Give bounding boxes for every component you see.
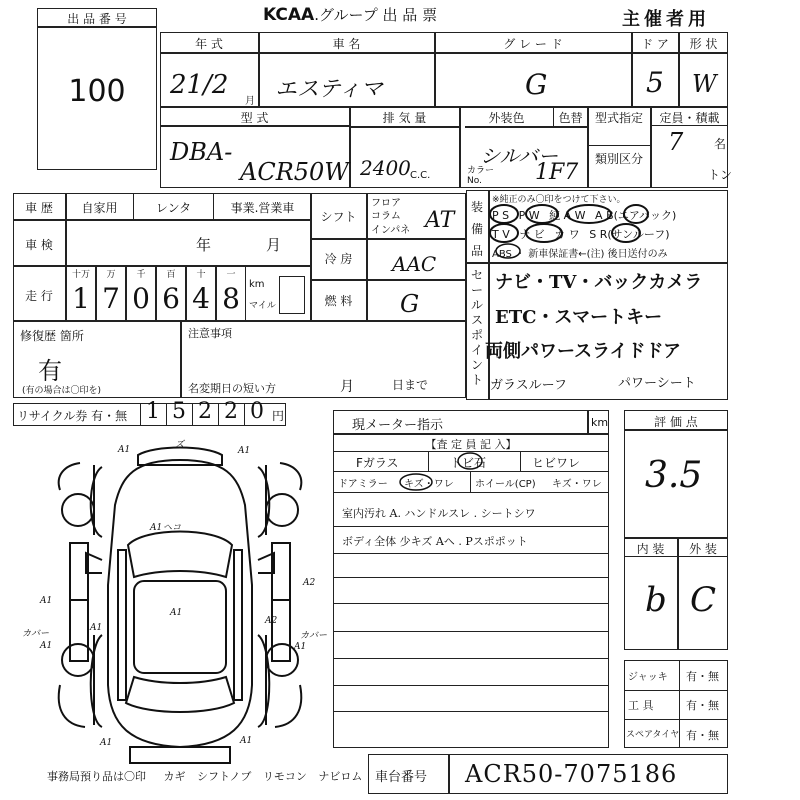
shift-option-column[interactable]: コラム <box>371 211 401 222</box>
sales-line-1: ナビ・TV・バックカメラ <box>495 272 703 293</box>
office-text: 事務局預り品は〇印 <box>47 770 146 783</box>
grade-label: グ レ ー ド <box>503 37 563 51</box>
mark-a1-front-right: A1 <box>238 446 251 456</box>
mark-a1-rear-right: A1 <box>240 736 253 746</box>
doors-label: ド ア <box>641 37 669 51</box>
body-label: 形 状 <box>689 37 718 51</box>
exterior-grade: C <box>690 580 717 620</box>
mileage-place-label: 十 <box>196 270 206 280</box>
sales-line-5: パワーシート <box>618 376 696 391</box>
mileage-place-label: 万 <box>106 270 116 280</box>
mark-a1-front: A1 <box>118 445 131 455</box>
mark-a1-roof: A1 <box>170 608 183 618</box>
grade-score-label: 評 価 点 <box>654 415 698 429</box>
mile-checkbox[interactable] <box>279 276 305 314</box>
equipment-label: 装備品 <box>470 200 483 258</box>
recycle-label: リサイクル券 有・無 <box>17 409 128 423</box>
inspection-label: 車 検 <box>25 238 53 252</box>
inspector-title: 【査 定 員 記 入】 <box>425 438 517 451</box>
recycle-digit: 2 <box>224 399 238 424</box>
history-rental[interactable]: レンタ <box>155 201 192 215</box>
office-shift-knob[interactable]: シフトノブ <box>197 770 252 783</box>
mileage-place-label: 百 <box>166 270 176 280</box>
color-no-label: カラー No. <box>467 166 495 186</box>
exterior-label: 外 装 <box>689 542 717 556</box>
wheel-state[interactable]: キズ・ワレ <box>552 479 602 490</box>
equip-ab[interactable]: A B(エアバック) <box>595 209 677 222</box>
tools-label: 工 具 <box>628 699 654 712</box>
vehicle-damage-diagram <box>30 435 330 775</box>
recycle-digit: 0 <box>250 399 264 424</box>
mileage-place-label: 一 <box>226 270 236 280</box>
mirror-state[interactable]: キズ・ワレ <box>404 479 454 490</box>
repair-note: (有の場合は〇印を) <box>22 386 102 396</box>
history-private[interactable]: 自家用 <box>81 201 118 215</box>
inspection-year-unit: 年 <box>196 236 212 254</box>
year-value: 21/2 <box>170 70 229 100</box>
recycle-digit: 1 <box>146 399 160 424</box>
model-prefix: DBA- <box>170 138 233 166</box>
mark-a1-left-rear: A1 <box>40 641 53 651</box>
crack-label[interactable]: ヒビワレ <box>532 456 581 470</box>
mileage-digit: 0 <box>132 282 150 315</box>
mileage-unit-km: km <box>249 279 265 290</box>
ownership-day: 日まで <box>392 378 429 392</box>
equipment-line-3: ABS ・ 新車保証書←(注) 後日送付のみ <box>492 249 668 260</box>
shift-label: シフト <box>320 210 357 224</box>
spare-label: スペアタイヤ <box>626 730 680 740</box>
sales-point-label: セールスポイント <box>470 268 483 387</box>
mark-a2-right-door: A2 <box>265 616 278 626</box>
equip-leather[interactable]: カ ワ <box>554 228 580 241</box>
mileage-digit: 4 <box>192 282 210 315</box>
organizer-label: 主催者用 <box>622 9 710 30</box>
mark-zu: ズ <box>175 440 185 450</box>
equip-pw[interactable]: P W <box>518 209 540 222</box>
mileage-unit-mile: マイル <box>249 301 276 311</box>
mark-a2-right: A2 <box>303 578 316 588</box>
mark-a1-side: A1 <box>90 623 103 633</box>
ext-color-label: 外装色 <box>488 111 525 125</box>
car-name-label: 車 名 <box>332 37 361 51</box>
interior-label: 内 装 <box>636 542 665 556</box>
mileage-digit: 8 <box>222 282 240 315</box>
aircon-value: AAC <box>392 252 437 276</box>
body-value: W <box>692 70 717 98</box>
ton-unit: トン <box>708 168 733 182</box>
equip-tv[interactable]: T V <box>492 228 510 241</box>
inspector-comment-2: ボディ全体 少キズ Aヘ . Pスポポット <box>342 535 528 548</box>
mark-cover-left: カバー <box>22 629 50 639</box>
car-name-value: エスティマ <box>275 77 383 102</box>
mileage-label: 走 行 <box>25 289 53 303</box>
type-designation-label: 型式指定 <box>594 111 643 125</box>
color-change-label: 色替 <box>558 111 583 125</box>
displacement-label: 排 気 量 <box>382 111 427 125</box>
ownership-change-label: 名変期日の短い方 <box>188 382 276 395</box>
equip-ps[interactable]: P S <box>492 209 510 222</box>
form-title <box>263 4 437 25</box>
ownership-month: 月 <box>340 379 354 395</box>
chassis-label: 車台番号 <box>375 770 428 785</box>
fuel-label: 燃 料 <box>324 294 353 308</box>
color-code: 1F7 <box>535 160 579 185</box>
equip-navi[interactable]: ナ ビ <box>519 228 545 241</box>
displacement-unit: C.C. <box>410 170 431 181</box>
equipment-note: ※純正のみ〇印をつけて下さい。 <box>492 195 626 205</box>
office-remote[interactable]: リモコン <box>262 770 307 783</box>
interior-grade: b <box>645 580 667 620</box>
jack-label: ジャッキ <box>628 672 668 683</box>
recycle-digit: 5 <box>172 399 186 424</box>
mileage-digit: 6 <box>162 282 180 315</box>
door-mirror-label: ドアミラー <box>338 479 388 490</box>
sales-line-3: 両側パワースライドドア <box>485 341 682 362</box>
meter-unit: km <box>591 416 609 429</box>
month-mark: 月 <box>245 96 255 107</box>
class-label: 類別区分 <box>594 152 643 166</box>
mark-a1-left: A1 <box>40 596 53 606</box>
shift-option-panel[interactable]: インパネ <box>371 225 411 236</box>
office-note <box>47 768 362 784</box>
lot-number-label: 出 品 番 号 <box>67 12 127 26</box>
equipment-circle-marks <box>486 200 666 262</box>
capacity-value: 7 <box>668 128 684 156</box>
sales-line-2: ETC・スマートキー <box>495 307 663 328</box>
repair-value: 有 <box>38 357 62 385</box>
title-text: .グループ 出 品 票 <box>314 6 438 24</box>
mark-heko: ヘコ <box>163 523 182 533</box>
history-business[interactable]: 事業.営業車 <box>230 201 295 215</box>
office-navi-rom[interactable]: ナビロム <box>318 770 363 783</box>
displacement-value: 2400 <box>360 156 411 180</box>
mileage-place-label: 千 <box>136 270 146 280</box>
grade-score: 3.5 <box>645 455 703 496</box>
history-label: 車 歴 <box>25 201 53 215</box>
equip-aw[interactable]: 純 A W <box>549 209 586 222</box>
f-glass-label: Fガラス <box>356 456 399 470</box>
mark-a1-hood: A1 <box>150 523 163 533</box>
capacity-unit: 名 <box>714 137 727 151</box>
inspector-circle-marks <box>398 448 508 494</box>
meter-label: 現メーター指示 <box>352 418 444 433</box>
inspection-month-unit: 月 <box>266 236 282 254</box>
chip-label[interactable]: トビ石 <box>450 456 487 470</box>
repair-label: 修復歴 箇所 <box>20 329 84 343</box>
mark-cover-right: カバー <box>300 631 328 641</box>
inspector-comment-1: 室内汚れ A. ハンドルスレ . シートシワ <box>342 507 536 520</box>
office-key[interactable]: カギ <box>163 770 186 783</box>
fuel-value: G <box>400 290 420 318</box>
mileage-digit: 1 <box>72 282 90 315</box>
recycle-unit: 円 <box>272 409 285 423</box>
shift-value: AT <box>425 208 455 233</box>
mark-a1-rear-left: A1 <box>100 738 113 748</box>
sales-line-4: ガラスルーフ <box>490 378 567 393</box>
model-label: 型 式 <box>240 111 269 125</box>
equip-sr[interactable]: S R(サンルーフ) <box>589 228 670 241</box>
spare-choice[interactable]: 有・無 <box>686 729 719 742</box>
jack-choice[interactable]: 有・無 <box>686 670 719 683</box>
lot-number: 100 <box>68 74 126 109</box>
tools-choice[interactable]: 有・無 <box>686 699 719 712</box>
grade-value: G <box>525 68 548 101</box>
aircon-label: 冷 房 <box>324 252 353 266</box>
model-value: ACR50W <box>240 158 349 186</box>
title-brand: KCAA <box>263 5 315 25</box>
mark-a1-right-rear: A1 <box>294 642 307 652</box>
mileage-digit: 7 <box>102 282 120 315</box>
recycle-digit: 2 <box>198 399 212 424</box>
ext-color-value: シルバー <box>480 144 559 168</box>
notes-label: 注意事項 <box>188 327 232 340</box>
year-label: 年 式 <box>195 37 223 51</box>
chassis-number: ACR50-7075186 <box>465 760 678 788</box>
shift-option-floor[interactable]: フロア <box>371 198 401 209</box>
wheel-label: ホイール(CP) <box>475 479 536 490</box>
doors-value: 5 <box>646 66 664 99</box>
capacity-label: 定員・積載 <box>659 111 720 125</box>
mileage-place-label: 十万 <box>71 270 90 280</box>
